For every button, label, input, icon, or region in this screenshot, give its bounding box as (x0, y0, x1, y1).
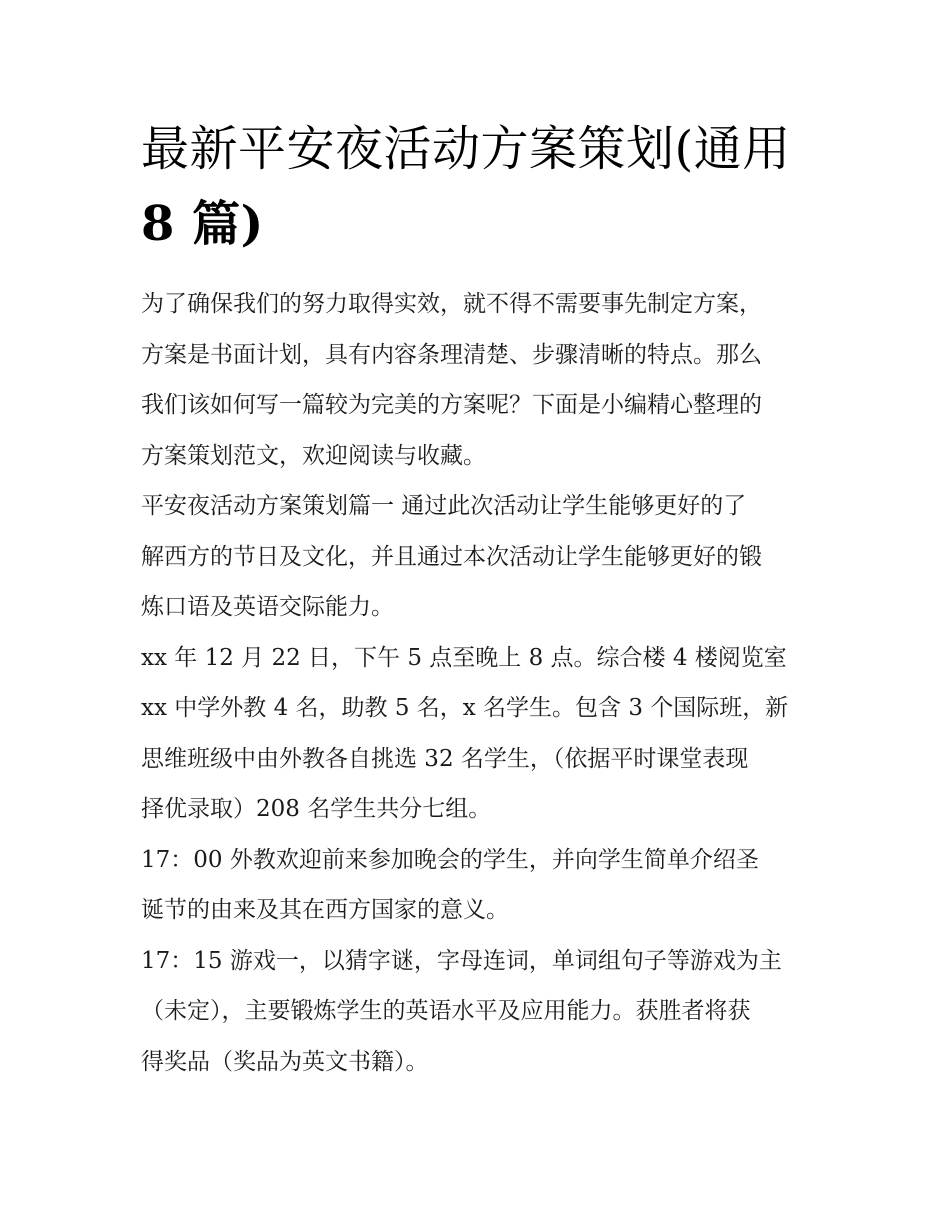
title-line: 8 篇) (141, 196, 264, 252)
text-line: 解西方的节日及文化，并且通过本次活动让学生能够更好的锻 (141, 543, 762, 570)
text-line: xx 年 12 月 22 日，下午 5 点至晚上 8 点。综合楼 4 楼阅览室 (141, 644, 787, 671)
schedule-item-1700 (141, 835, 816, 936)
text-line: 诞节的由来及其在西方国家的意义。 (141, 897, 509, 923)
text-line: 17：15 游戏一，以猜字谜，字母连词，单词组句子等游戏为主 (141, 947, 782, 974)
schedule-item-1715 (141, 936, 816, 1088)
intro-paragraph (141, 279, 816, 481)
text-line: 思维班级中由外教各自挑选 32 名学生，（依据平时课堂表现 (141, 745, 749, 772)
time-location-paragraph (141, 633, 816, 684)
text-line: 为了确保我们的努力取得实效，就不得不需要事先制定方案， (141, 291, 762, 317)
document-body (141, 279, 816, 1087)
text-line: （未定），主要锻炼学生的英语水平及应用能力。获胜者将获 (141, 998, 751, 1024)
text-line: 平安夜活动方案策划篇一 通过此次活动让学生能够更好的了 (141, 493, 747, 519)
text-line: 方案策划范文，欢迎阅读与收藏。 (141, 442, 486, 469)
document-content (141, 112, 816, 1087)
participants-paragraph (141, 683, 816, 835)
text-line: 17：00 外教欢迎前来参加晚会的学生，并向学生简单介绍圣 (141, 846, 759, 873)
text-line: 炼口语及英语交际能力。 (141, 594, 394, 620)
text-line: xx 中学外教 4 名，助教 5 名，x 名学生。包含 3 个国际班，新 (141, 695, 789, 721)
text-line: 得奖品（奖品为英文书籍）。 (141, 1048, 429, 1075)
text-line: 我们该如何写一篇较为完美的方案呢？下面是小编精心整理的 (141, 392, 762, 418)
title-line: 最新平安夜活动方案策划(通用 (141, 121, 791, 177)
purpose-paragraph (141, 481, 816, 633)
document-title (141, 112, 816, 262)
text-line: 方案是书面计划，具有内容条理清楚、步骤清晰的特点。那么 (141, 341, 762, 368)
text-line: 择优录取）208 名学生共分七组。 (141, 796, 492, 822)
